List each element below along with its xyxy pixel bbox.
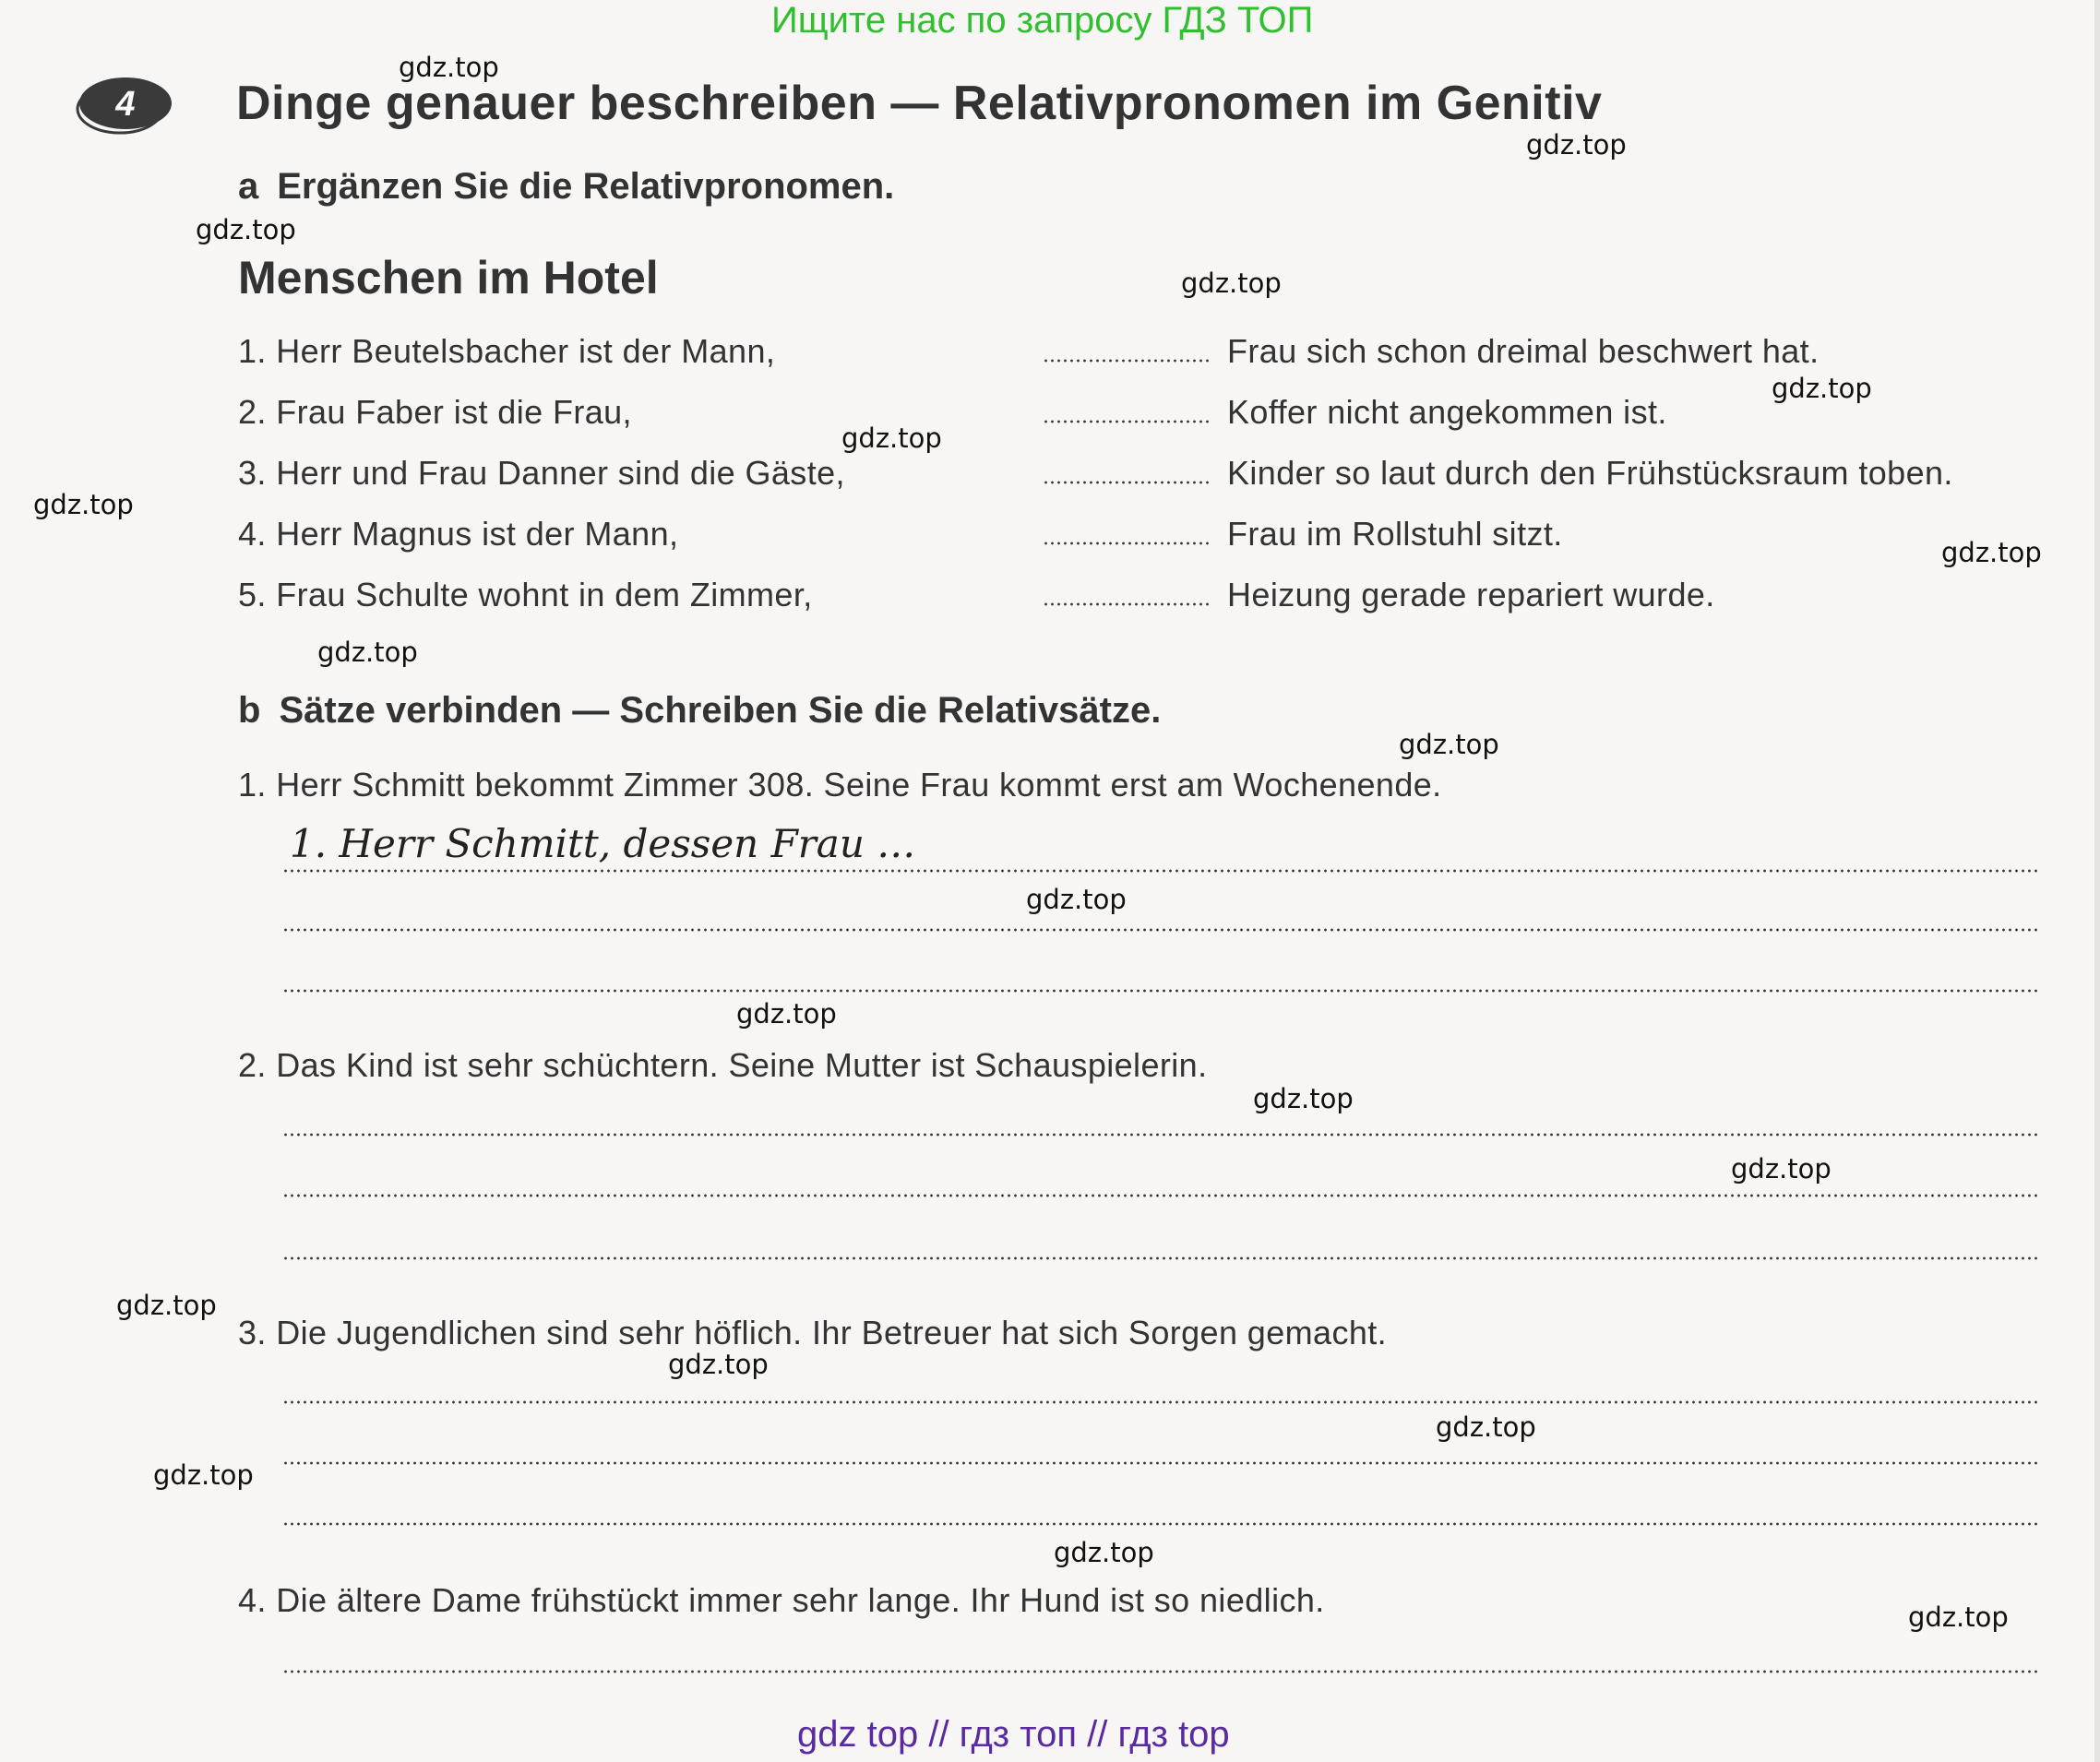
watermark: gdz.top (1908, 1601, 2009, 1633)
watermark: gdz.top (1772, 373, 1872, 404)
answer-line[interactable] (282, 1461, 2041, 1465)
answer-line[interactable] (282, 1400, 2041, 1404)
part-a-item-4-blank[interactable] (1043, 515, 1211, 554)
exercise-number: 4 (115, 85, 136, 124)
part-a-instruction: Ergänzen Sie die Relativpronomen. (277, 166, 895, 207)
watermark: gdz.top (33, 489, 134, 520)
part-a-item-5-blank[interactable] (1043, 576, 1211, 614)
bottom-banner[interactable]: gdz top // гдз топ // гдз top (797, 1714, 1230, 1755)
part-a-item-1-blank[interactable] (1043, 332, 1211, 371)
part-a-item-5-end: Heizung gerade repariert wurde. (1227, 576, 1715, 613)
part-b-item-2-text: 2. Das Kind ist sehr schüchtern. Seine Mutter ist Schauspielerin. (238, 1046, 1208, 1084)
part-a-item-1-end: Frau sich schon dreimal beschwert hat. (1227, 332, 1820, 370)
part-a-item-1-start: 1. Herr Beutelsbacher ist der Mann, (238, 332, 776, 370)
answer-line[interactable] (282, 1133, 2041, 1137)
part-b-instruction: Sätze verbinden — Schreiben Sie die Relativsätze. (279, 690, 1162, 731)
part-b-item-3-text: 3. Die Jugendlichen sind sehr höflich. Ihr Betreuer hat sich Sorgen gemacht. (238, 1314, 1388, 1351)
watermark: gdz.top (1436, 1411, 1536, 1443)
part-a-heading (238, 166, 894, 208)
watermark: gdz.top (1941, 537, 2042, 568)
part-a-item-3-end: Kinder so laut durch den Frühstücksraum toben. (1227, 454, 1953, 492)
watermark: gdz.top (1026, 884, 1127, 915)
answer-line[interactable] (282, 1522, 2041, 1526)
exercise-title: Dinge genauer beschreiben — Relativpronomen im Genitiv (236, 77, 1603, 130)
watermark: gdz.top (196, 214, 296, 245)
exercise-number-badge (72, 74, 172, 137)
part-b-item-4-text: 4. Die ältere Dame frühstückt immer sehr lange. Ihr Hund ist so niedlich. (238, 1581, 1325, 1619)
answer-line[interactable] (282, 1194, 2041, 1197)
part-a-item-2-end: Koffer nicht angekommen ist. (1227, 393, 1667, 431)
answer-line[interactable] (282, 1670, 2041, 1673)
watermark: gdz.top (736, 998, 837, 1030)
part-a-item-3-start: 3. Herr und Frau Danner sind die Gäste, (238, 454, 845, 492)
watermark: gdz.top (1399, 729, 1499, 760)
part-b-letter: b (238, 690, 261, 731)
answer-line[interactable] (282, 1256, 2041, 1260)
part-b-heading (238, 690, 1161, 732)
watermark: gdz.top (1526, 129, 1627, 161)
part-a-item-3-blank[interactable] (1043, 454, 1211, 493)
part-b-item-1-example: 1. Herr Schmitt, dessen Frau … (290, 821, 916, 866)
watermark: gdz.top (841, 423, 942, 454)
watermark: gdz.top (153, 1459, 254, 1491)
watermark: gdz.top (668, 1349, 769, 1380)
watermark: gdz.top (317, 637, 418, 668)
answer-line[interactable] (282, 869, 2041, 873)
answer-line[interactable] (282, 928, 2041, 932)
part-a-letter: a (238, 166, 259, 207)
watermark: gdz.top (1054, 1537, 1154, 1568)
part-a-item-5-start: 5. Frau Schulte wohnt in dem Zimmer, (238, 576, 813, 613)
part-a-item-4-start: 4. Herr Magnus ist der Mann, (238, 515, 679, 553)
part-a-item-2-start: 2. Frau Faber ist die Frau, (238, 393, 632, 431)
watermark: gdz.top (1253, 1083, 1354, 1114)
part-a-item-2-blank[interactable] (1043, 393, 1211, 432)
part-a-subtitle: Menschen im Hotel (238, 252, 659, 304)
watermark: gdz.top (399, 52, 499, 83)
watermark: gdz.top (116, 1290, 217, 1321)
part-b-item-1-text: 1. Herr Schmitt bekommt Zimmer 308. Seine Frau kommt erst am Wochenende. (238, 766, 1442, 804)
top-banner[interactable]: Ищите нас по запросу ГДЗ ТОП (771, 0, 1314, 41)
watermark: gdz.top (1731, 1153, 1832, 1185)
watermark: gdz.top (1181, 268, 1282, 299)
page-edge (2094, 0, 2100, 1762)
part-a-item-4-end: Frau im Rollstuhl sitzt. (1227, 515, 1563, 553)
answer-line[interactable] (282, 989, 2041, 993)
